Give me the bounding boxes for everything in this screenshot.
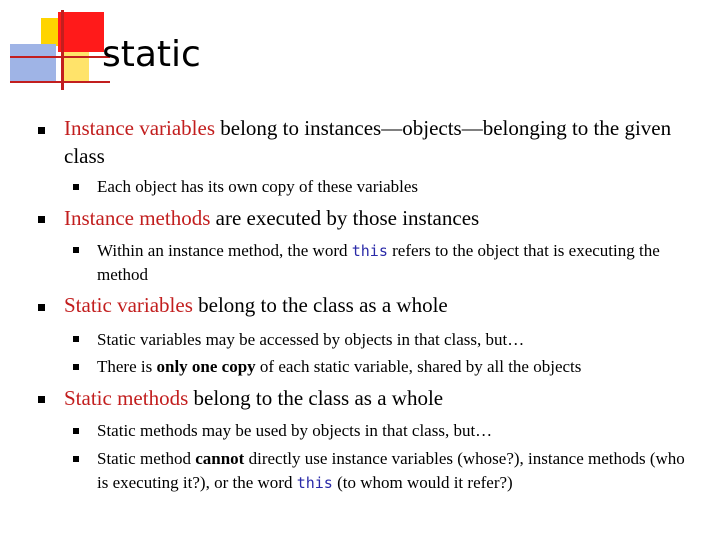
bullet-term: Instance variables <box>64 116 216 140</box>
bullet-marker <box>38 216 45 223</box>
bullet-marker <box>38 396 45 403</box>
bullet-marker <box>38 304 45 311</box>
logo-red-square <box>58 12 104 52</box>
sub-bullet: Static variables may be accessed by objects in that class, but… <box>97 330 525 349</box>
bullet-term: Instance methods <box>64 206 211 230</box>
sub-bullet <box>97 355 697 379</box>
sub-bullet-text: (to whom would it refer?) <box>332 473 513 492</box>
sub-bullet-text: of each static variable, shared by all the objects <box>255 357 582 376</box>
sub-bullet: Each object has its own copy of these variables <box>97 177 419 196</box>
sub-bullet-marker <box>73 184 79 190</box>
bullet-static-variables <box>64 291 704 319</box>
logo-blue-square <box>10 44 56 81</box>
logo-horizontal-line <box>10 56 110 58</box>
code-keyword: this <box>296 474 333 492</box>
sub-bullet: Static methods may be used by objects in that class, but… <box>97 421 493 440</box>
logo-vertical-line <box>61 10 64 90</box>
bullet-term: Static methods <box>64 386 189 410</box>
sub-bullet-marker <box>73 336 79 342</box>
sub-bullet-marker <box>73 364 79 370</box>
sub-bullet-text: refers to the object that is executing the method <box>97 241 660 284</box>
sub-bullet-text: Within an instance method, the word <box>97 241 352 260</box>
bullet-text: belong to the class as a whole <box>188 386 444 410</box>
bullet-text: belong to instances—objects—belonging to the given class <box>64 116 672 168</box>
bullet-static-methods <box>64 384 704 412</box>
bullet-term: Static variables <box>64 293 193 317</box>
sub-bullet-marker <box>73 456 79 462</box>
slide-title: static <box>102 34 201 75</box>
bullet-instance-methods <box>64 204 704 232</box>
logo-horizontal-line-lower <box>10 81 110 83</box>
bullet-instance-variables <box>64 114 704 170</box>
sub-bullet-text: directly use instance variables (whose?), instance methods (who is executing it?), or the word <box>97 449 685 492</box>
sub-bullet-marker <box>73 247 79 253</box>
sub-bullet-marker <box>73 428 79 434</box>
code-keyword: this <box>351 242 388 260</box>
bullet-marker <box>38 127 45 134</box>
bullet-text: belong to the class as a whole <box>192 293 448 317</box>
sub-bullet <box>97 239 697 287</box>
sub-bullet-text: There is <box>97 357 157 376</box>
emphasis-text: cannot <box>195 449 245 468</box>
sub-bullet-text: Static method <box>97 449 196 468</box>
emphasis-text: only one copy <box>156 357 256 376</box>
bullet-text: are executed by those instances <box>210 206 480 230</box>
sub-bullet <box>97 447 697 495</box>
